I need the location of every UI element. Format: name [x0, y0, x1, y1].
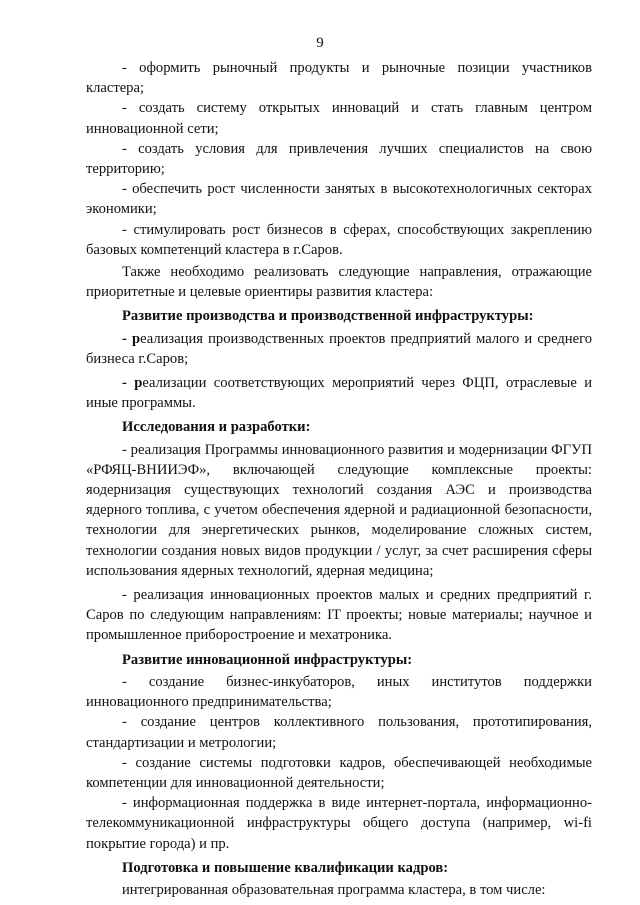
- section-heading-production: Развитие производства и производственной инфраструктуры:: [122, 308, 534, 325]
- list-item-text: еализации соответствующих мероприятий через ФЦП, отраслевые и иные программы.: [86, 375, 593, 412]
- paragraph-open-innovation: - создать систему открытых инноваций и стать главным центром инновационной сети;: [86, 100, 592, 137]
- list-item-infrastructure-4: - информационная поддержка в виде интернет-портала, информационно-телекоммуникационной инфраструктуры общего доступа (например, wi-fi покрытие города) и пр.: [86, 795, 592, 852]
- list-item-research-1: - реализация Программы инновационного развития и модернизации ФГУП «РФЯЦ-ВНИИЭФ», включающей следующие комплексные проекты: яодернизация существующих технологий создания АЭС и производства ядерного топлива, с учетом обеспечения ядерной и радиационной безопасности, технологии для энергетических рынков, моделирование сложных систем, технологии создания новых видов продукции / услуг, за счет расширения сферы использования ядерных технологий, ядерная медицина;: [86, 441, 592, 579]
- list-marker: - р: [122, 330, 141, 347]
- list-item-production-1: [86, 329, 592, 369]
- section-heading-training: Подготовка и повышение квалификации кадров:: [122, 859, 449, 876]
- page-number: 9: [316, 35, 324, 51]
- list-marker: - р: [122, 375, 143, 392]
- paragraph-market-products: - оформить рыночный продукты и рыночные позиции участников кластера;: [86, 60, 592, 97]
- list-item-research-2: - реализация инновационных проектов малых и средних предприятий г. Саров по следующим направлениям: IT проекты; новые материалы; научное и промышленное приборостроение и мехатроника.: [86, 587, 592, 644]
- list-item-production-2: [86, 373, 592, 413]
- paragraph-employment-growth: - обеспечить рост численности занятых в высокотехнологичных секторах экономики;: [86, 181, 592, 218]
- list-item-infrastructure-1: - создание бизнес-инкубаторов, иных институтов поддержки инновационного предпринимательства;: [86, 673, 592, 711]
- list-item-infrastructure-2: - создание центров коллективного пользования, прототипирования, стандартизации и метрологии;: [86, 714, 592, 751]
- paragraph-specialists: - создать условия для привлечения лучших специалистов на свою территорию;: [86, 140, 592, 178]
- paragraph-business-growth: - стимулировать рост бизнесов в сферах, способствующих закреплению базовых компетенций кластера в г.Саров.: [86, 221, 592, 258]
- section-heading-infrastructure: Развитие инновационной инфраструктуры:: [122, 651, 413, 668]
- list-item-training-1: интегрированная образовательная программа кластера, в том числе:: [122, 881, 546, 898]
- list-item-text: еализация производственных проектов предприятий малого и среднего бизнеса г.Саров;: [86, 330, 593, 367]
- paragraph-directions-intro: Также необходимо реализовать следующие направления, отражающие приоритетные и целевые ориентиры развития кластера:: [86, 264, 592, 301]
- list-item-infrastructure-3: - создание системы подготовки кадров, обеспечивающей необходимые компетенции для инновационной деятельности;: [86, 754, 592, 791]
- section-heading-research: Исследования и разработки:: [122, 419, 311, 436]
- document-body: [86, 58, 592, 900]
